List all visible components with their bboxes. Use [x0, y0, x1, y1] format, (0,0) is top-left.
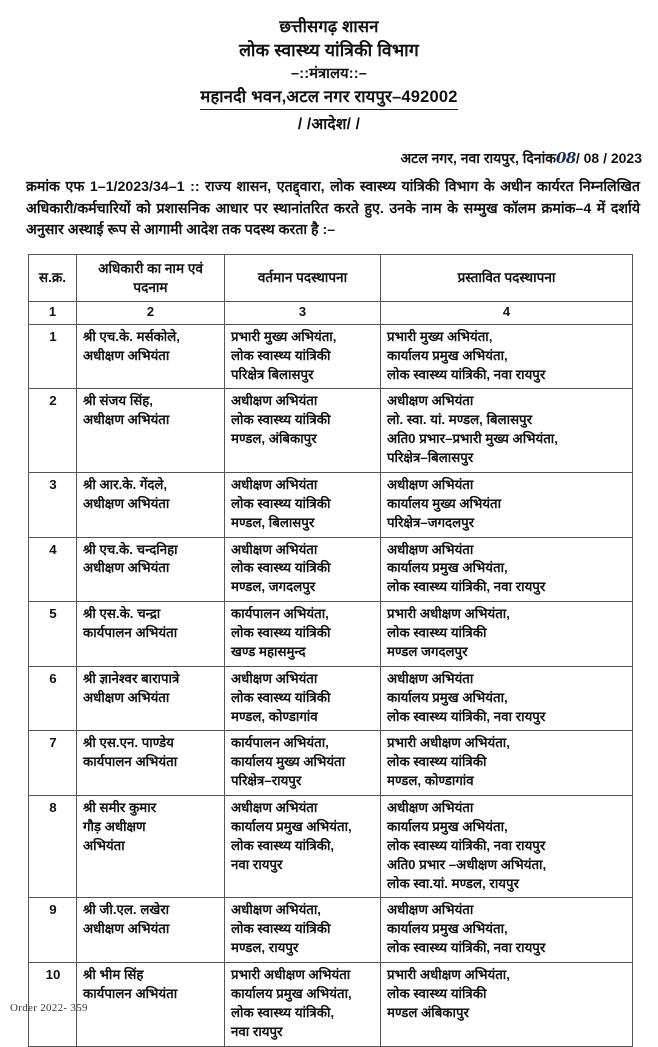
current-posting-cell	[225, 731, 381, 796]
col-header-serial: स.क्र.	[29, 254, 77, 302]
cell-line: श्री संजय सिंह,	[83, 393, 154, 409]
cell-lines	[231, 605, 375, 662]
cell-line: मण्डल, रायपुर	[231, 940, 299, 956]
proposed-posting-cell	[381, 389, 633, 473]
cell-line: लोक स्वास्थ्य यांत्रिकी	[231, 921, 331, 937]
cell-line: लो. स्वा. यां. मण्डल, बिलासपुर	[387, 412, 533, 428]
cell-lines	[231, 966, 375, 1042]
current-posting-cell	[225, 472, 381, 537]
officer-name-cell	[77, 389, 225, 473]
cell-line: कार्यपालन अभियंता,	[231, 735, 329, 751]
row-serial-number: 9	[29, 898, 77, 963]
cell-line: अति0 प्रभार–प्रभारी मुख्य अभियंता,	[387, 431, 558, 447]
cell-lines	[387, 392, 627, 468]
table-row	[29, 796, 633, 898]
officer-name-cell	[77, 796, 225, 898]
cell-line: अधीक्षण अभियंता	[387, 902, 474, 918]
cell-line: अधीक्षण अभियंता	[387, 800, 474, 816]
cell-line: लोक स्वास्थ्य यांत्रिकी, नवा रायपुर	[387, 708, 546, 724]
cell-line: लोक स्वास्थ्य यांत्रिकी, नवा रायपुर	[387, 579, 546, 595]
cell-line: परिक्षेत्र बिलासपुर	[231, 366, 314, 382]
officer-name-cell	[77, 472, 225, 537]
cell-line: कार्यालय प्रमुख अभियंता,	[387, 560, 508, 576]
row-serial-number: 1	[29, 324, 77, 389]
document-header	[0, 0, 658, 135]
address-line: महानदी भवन,अटल नगर रायपुर–492002	[200, 87, 457, 110]
cell-line: लोक स्वास्थ्य यांत्रिकी	[231, 560, 331, 576]
table-head	[29, 254, 633, 324]
cell-line: अधीक्षण अभियंता	[231, 800, 318, 816]
officer-name-cell	[77, 324, 225, 389]
row-serial-number: 8	[29, 796, 77, 898]
row-serial-number: 7	[29, 731, 77, 796]
department-name: लोक स्वास्थ्य यांत्रिकी विभाग	[239, 40, 419, 61]
cell-line: कार्यालय प्रमुख अभियंता,	[231, 985, 352, 1001]
cell-lines	[231, 392, 375, 449]
cell-line: लोक स्वास्थ्य यांत्रिकी	[231, 625, 331, 641]
cell-line: अधीक्षण अभियंता,	[231, 902, 322, 918]
cell-lines	[387, 966, 627, 1023]
table-row	[29, 324, 633, 389]
row-serial-number: 3	[29, 472, 77, 537]
cell-lines	[83, 799, 219, 856]
document-footer: Order 2022- 359	[10, 1002, 88, 1014]
cell-line: अधीक्षण अभियंता	[231, 393, 318, 409]
proposed-posting-cell	[381, 537, 633, 602]
current-posting-cell	[225, 963, 381, 1047]
table-header-row	[29, 254, 633, 302]
col-number-1: 1	[29, 302, 77, 324]
cell-lines	[231, 670, 375, 727]
cell-line: श्री एच.के. चन्दनिहा	[83, 541, 178, 557]
col-number-3: 3	[225, 302, 381, 324]
table-row	[29, 389, 633, 473]
cell-lines	[387, 901, 627, 958]
officer-name-cell	[77, 537, 225, 602]
cell-line: मण्डल, बिलासपुर	[231, 514, 315, 530]
table-row	[29, 666, 633, 731]
cell-line: लोक स्वास्थ्य यांत्रिकी	[231, 347, 331, 363]
cell-line: अधीक्षण अभियंता	[83, 921, 170, 937]
cell-line: अति0 प्रभार –अधीक्षण अभियंता,	[387, 856, 547, 872]
proposed-posting-cell	[381, 472, 633, 537]
cell-lines	[387, 799, 627, 893]
proposed-posting-cell	[381, 963, 633, 1047]
proposed-posting-cell	[381, 731, 633, 796]
cell-line: अधीक्षण अभियंता	[387, 670, 474, 686]
table-body	[29, 324, 633, 1046]
cell-lines	[387, 541, 627, 598]
cell-lines	[83, 670, 219, 708]
cell-line: श्री आर.के. गेंदले,	[83, 476, 168, 492]
table-row	[29, 731, 633, 796]
cell-lines	[231, 901, 375, 958]
cell-line: अधीक्षण अभियंता	[387, 476, 474, 492]
cell-line: लोक स्वा.यां. मण्डल, रायपुर	[387, 875, 519, 891]
ministry-label: –::मंत्रालय::–	[290, 65, 368, 82]
cell-line: परिक्षेत्र–बिलासपुर	[387, 450, 474, 466]
cell-line: श्री समीर कुमार	[83, 800, 157, 816]
cell-line: लोक स्वास्थ्य यांत्रिकी, नवा रायपुर	[387, 366, 546, 382]
cell-line: लोक स्वास्थ्य यांत्रिकी	[231, 495, 331, 511]
col-header-current-posting: वर्तमान पदस्थापना	[225, 254, 381, 302]
row-serial-number: 5	[29, 602, 77, 667]
table-row	[29, 898, 633, 963]
cell-lines	[231, 328, 375, 385]
current-posting-cell	[225, 898, 381, 963]
cell-line: अधीक्षण अभियंता	[231, 476, 318, 492]
government-name: छत्तीसगढ़ शासन	[279, 18, 379, 36]
officer-name-cell	[77, 963, 225, 1047]
cell-line: अधीक्षण अभियंता	[83, 412, 170, 428]
cell-lines	[387, 328, 627, 385]
cell-line: कार्यालय मुख्य अभियंता	[387, 495, 502, 511]
cell-lines	[387, 605, 627, 662]
cell-line: अधीक्षण अभियंता	[83, 689, 170, 705]
transfer-table-wrapper	[28, 254, 632, 1047]
order-intro-paragraph: क्रमांक एफ 1–1/2023/34–1 :: राज्य शासन, एतद्द्वारा, लोक स्वास्थ्य यांत्रिकी विभाग के अधीन कार्यरत निम्नलिखित अधिकारी/कर्मचारियों को प्रशासनिक आधार पर स्थानांतरित करते हुए. उनके नाम के सम्मुख कॉलम क्रमांक–4 में दर्शाये अनुसार अस्थाई रूप से आगामी आदेश तक पदस्थ करता है :–	[26, 178, 640, 239]
cell-line: अधीक्षण अभियंता	[387, 393, 474, 409]
cell-line: श्री जी.एल. लखेरा	[83, 902, 170, 918]
cell-line: श्री एस.एन. पाण्डेय	[83, 735, 174, 751]
cell-line: श्री भीम सिंह	[83, 967, 144, 983]
place-text: अटल नगर, नवा रायपुर, दिनांक	[400, 149, 556, 166]
date-rest: / 08 / 2023	[575, 149, 642, 166]
col-header-officer-name: अधिकारी का नाम एवं पदनाम	[77, 254, 225, 302]
current-posting-cell	[225, 796, 381, 898]
handwritten-day: 08	[555, 148, 576, 167]
cell-lines	[83, 734, 219, 772]
cell-lines	[387, 734, 627, 791]
cell-line: परिक्षेत्र–रायपुर	[231, 773, 302, 789]
cell-line: प्रभारी अधीक्षण अभियंता,	[387, 606, 510, 622]
cell-line: मण्डल, कोण्डागांव	[231, 708, 318, 724]
cell-lines	[231, 799, 375, 875]
cell-lines	[231, 541, 375, 598]
proposed-posting-cell	[381, 666, 633, 731]
cell-line: लोक स्वास्थ्य यांत्रिकी	[387, 625, 487, 641]
cell-line: परिक्षेत्र–जगदलपुर	[387, 514, 475, 530]
cell-line: प्रभारी अधीक्षण अभियंता,	[387, 967, 510, 983]
cell-line: खण्ड महासमुन्द	[231, 643, 306, 659]
cell-lines	[83, 392, 219, 430]
cell-line: गौड़ अधीक्षण	[83, 818, 146, 834]
cell-line: नवा रायपुर	[231, 856, 283, 872]
cell-line: प्रभारी मुख्य अभियंता,	[387, 328, 493, 344]
col-number-2: 2	[77, 302, 225, 324]
table-row	[29, 472, 633, 537]
table-row	[29, 537, 633, 602]
cell-lines	[83, 328, 219, 366]
cell-line: प्रभारी अधीक्षण अभियंता	[231, 967, 351, 983]
cell-line: कार्यपालन अभियंता	[83, 754, 178, 770]
current-posting-cell	[225, 324, 381, 389]
current-posting-cell	[225, 389, 381, 473]
cell-line: मण्डल, जगदलपुर	[231, 579, 316, 595]
cell-line: प्रभारी अधीक्षण अभियंता,	[387, 735, 510, 751]
cell-line: अधीक्षण अभियंता	[231, 541, 318, 557]
officer-name-cell	[77, 602, 225, 667]
cell-line: कार्यपालन अभियंता	[83, 625, 178, 641]
officer-name-cell	[77, 898, 225, 963]
cell-lines	[387, 670, 627, 727]
cell-line: नवा रायपुर	[231, 1023, 283, 1039]
cell-line: कार्यपालन अभियंता,	[231, 606, 329, 622]
table-row	[29, 602, 633, 667]
cell-lines	[231, 476, 375, 533]
cell-lines	[83, 901, 219, 939]
row-serial-number: 10	[29, 963, 77, 1047]
row-serial-number: 6	[29, 666, 77, 731]
current-posting-cell	[225, 602, 381, 667]
row-serial-number: 4	[29, 537, 77, 602]
cell-line: अधीक्षण अभियंता	[387, 541, 474, 557]
cell-line: लोक स्वास्थ्य यांत्रिकी	[387, 985, 487, 1001]
table-column-number-row	[29, 302, 633, 324]
cell-line: अभियंता	[83, 837, 125, 853]
cell-line: लोक स्वास्थ्य यांत्रिकी,	[231, 837, 335, 853]
cell-line: अधीक्षण अभियंता	[83, 347, 170, 363]
cell-line: लोक स्वास्थ्य यांत्रिकी	[231, 412, 331, 428]
cell-line: लोक स्वास्थ्य यांत्रिकी	[387, 754, 487, 770]
cell-line: अधीक्षण अभियंता	[83, 495, 170, 511]
proposed-posting-cell	[381, 796, 633, 898]
cell-line: कार्यालय प्रमुख अभियंता,	[387, 921, 508, 937]
cell-lines	[83, 605, 219, 643]
cell-line: कार्यालय प्रमुख अभियंता,	[387, 818, 508, 834]
proposed-posting-cell	[381, 324, 633, 389]
cell-line: कार्यालय प्रमुख अभियंता,	[231, 818, 352, 834]
officer-name-cell	[77, 731, 225, 796]
cell-line: प्रभारी मुख्य अभियंता,	[231, 328, 337, 344]
cell-line: श्री एच.के. मर्सकोले,	[83, 328, 180, 344]
cell-line: कार्यालय प्रमुख अभियंता,	[387, 689, 508, 705]
proposed-posting-cell	[381, 602, 633, 667]
cell-line: मण्डल जगदलपुर	[387, 643, 468, 659]
cell-line: श्री एस.के. चन्द्रा	[83, 606, 161, 622]
cell-line: मण्डल अंबिकापुर	[387, 1004, 469, 1020]
cell-line: कार्यपालन अभियंता	[83, 985, 178, 1001]
cell-line: मण्डल, कोण्डागांव	[387, 773, 474, 789]
cell-line: अधीक्षण अभियंता	[83, 560, 170, 576]
cell-lines	[83, 966, 219, 1004]
cell-line: कार्यालय मुख्य अभियंता	[231, 754, 346, 770]
cell-lines	[387, 476, 627, 533]
order-label: / /आदेश/ /	[297, 116, 361, 134]
transfer-table	[28, 254, 633, 1047]
cell-lines	[83, 476, 219, 514]
cell-line: लोक स्वास्थ्य यांत्रिकी, नवा रायपुर	[387, 837, 546, 853]
row-serial-number: 2	[29, 389, 77, 473]
cell-line: लोक स्वास्थ्य यांत्रिकी,	[231, 1004, 335, 1020]
place-date-line	[0, 149, 658, 168]
col-number-4: 4	[381, 302, 633, 324]
current-posting-cell	[225, 537, 381, 602]
col-header-proposed-posting: प्रस्तावित पदस्थापना	[381, 254, 633, 302]
cell-line: मण्डल, अंबिकापुर	[231, 431, 317, 447]
cell-line: कार्यालय प्रमुख अभियंता,	[387, 347, 508, 363]
table-row	[29, 963, 633, 1047]
cell-lines	[83, 541, 219, 579]
cell-lines	[231, 734, 375, 791]
current-posting-cell	[225, 666, 381, 731]
cell-line: लोक स्वास्थ्य यांत्रिकी, नवा रायपुर	[387, 940, 546, 956]
cell-line: श्री ज्ञानेश्वर बारापात्रे	[83, 670, 180, 686]
cell-line: लोक स्वास्थ्य यांत्रिकी	[231, 689, 331, 705]
cell-line: अधीक्षण अभियंता	[231, 670, 318, 686]
officer-name-cell	[77, 666, 225, 731]
proposed-posting-cell	[381, 898, 633, 963]
